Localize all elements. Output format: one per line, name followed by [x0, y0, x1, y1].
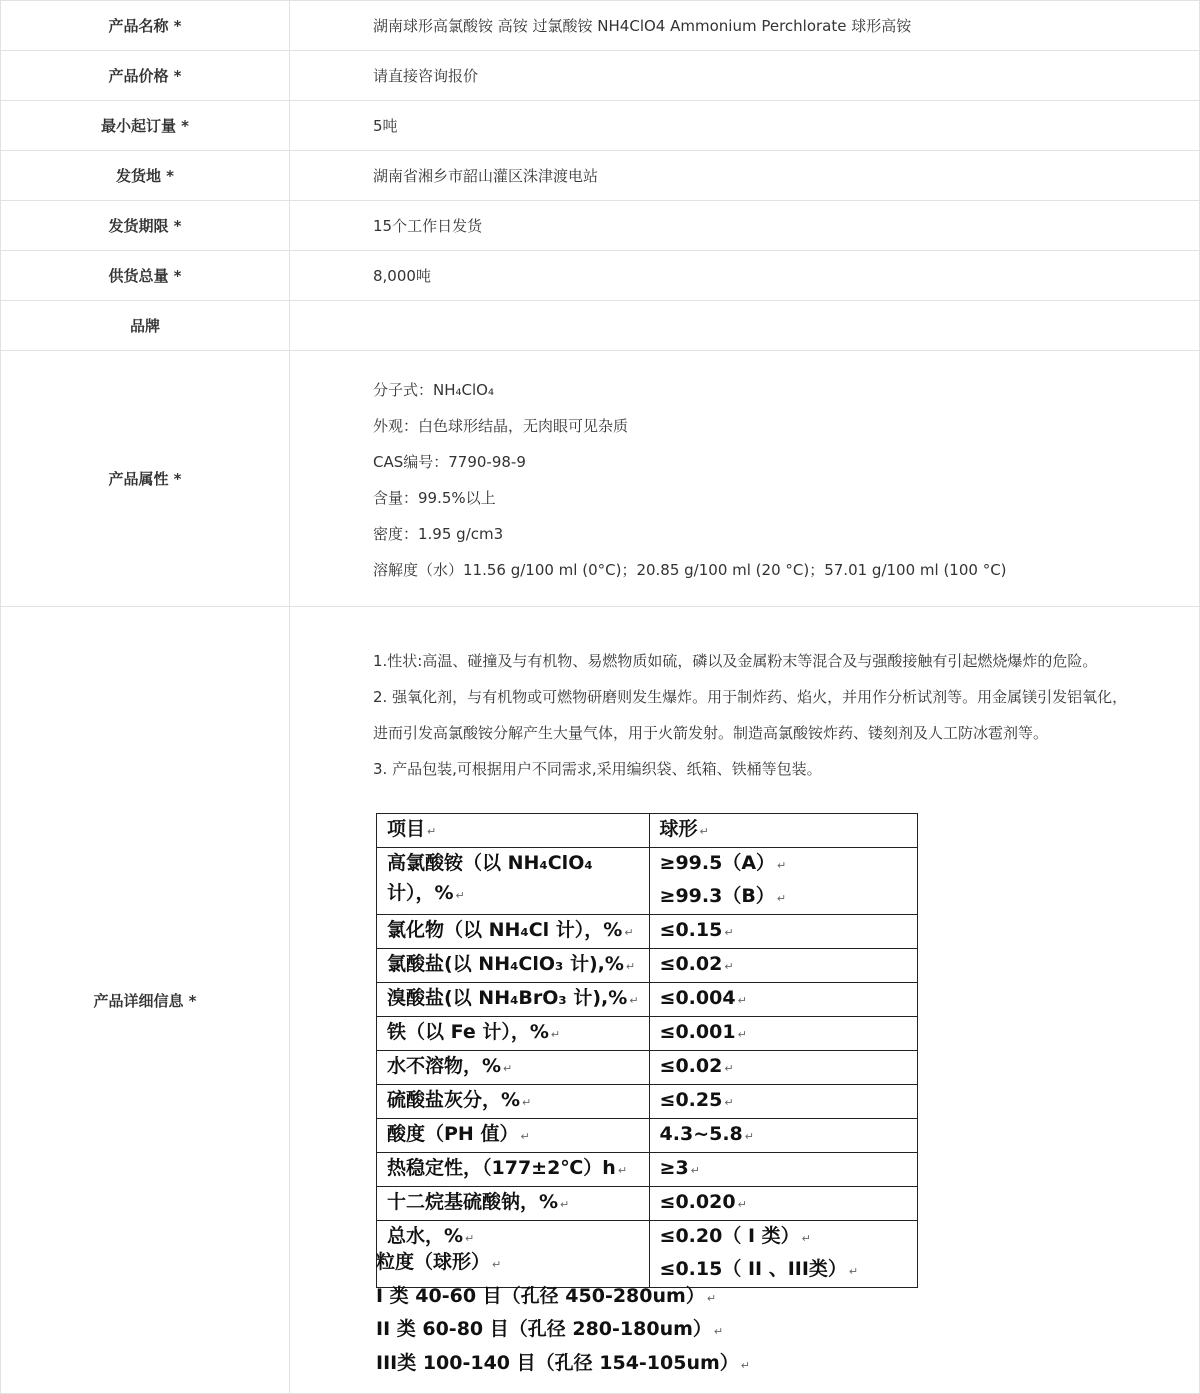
value-product-name: 湖南球形高氯酸铵 高铵 过氯酸铵 NH4ClO4 Ammonium Perchlorate 球形高铵 — [290, 1, 1200, 51]
granularity-class-2: II 类 60-80 目（孔径 280-180um） ↵ — [376, 1318, 724, 1340]
quality-row — [377, 1017, 918, 1051]
details-paragraphs — [373, 643, 1169, 787]
row-ship-from — [1, 151, 1200, 201]
row-brand — [1, 301, 1200, 351]
granularity-list — [376, 1247, 750, 1381]
value-min-order: 5吨 — [290, 101, 1200, 151]
value-delivery-time: 15个工作日发货 — [290, 201, 1200, 251]
quality-value: ≤0.020 ↵ — [649, 1187, 917, 1221]
property-content: 含量：99.5%以上 — [373, 488, 496, 507]
quality-value: ≤0.20（ I 类） ↵ ≤0.15（ II 、III类） ↵ — [649, 1221, 917, 1288]
quality-item: 十二烷基硫酸钠，% ↵ — [377, 1187, 650, 1221]
quality-header-value: 球形 ↵ — [649, 814, 917, 848]
quality-item: 铁（以 Fe 计），% ↵ — [377, 1017, 650, 1051]
quality-item: 酸度（PH 值） ↵ — [377, 1119, 650, 1153]
property-cas: CAS编号：7790-98-9 — [373, 452, 526, 471]
label-delivery-time: 发货期限 * — [1, 201, 290, 251]
detail-line-2: 2. 强氧化剂，与有机物或可燃物研磨则发生爆炸。用于制炸药、焰火，并用作分析试剂等。用金属镁引发铝氧化， — [373, 688, 1128, 706]
row-product-name — [1, 1, 1200, 51]
label-details: 产品详细信息 * — [1, 607, 290, 1394]
row-delivery-time — [1, 201, 1200, 251]
value-supply-total: 8,000吨 — [290, 251, 1200, 301]
quality-value: ≤0.02 ↵ — [649, 1051, 917, 1085]
row-min-order — [1, 101, 1200, 151]
properties-list — [373, 370, 1199, 588]
property-appearance: 外观：白色球形结晶，无肉眼可见杂质 — [373, 416, 629, 435]
quality-row — [377, 1051, 918, 1085]
quality-item: 氯化物（以 NH₄Cl 计），% ↵ — [377, 915, 650, 949]
quality-value: 4.3~5.8 ↵ — [649, 1119, 917, 1153]
row-price — [1, 51, 1200, 101]
granularity-class-3: III类 100-140 目（孔径 154-105um） ↵ — [376, 1351, 751, 1374]
row-supply-total — [1, 251, 1200, 301]
row-details — [1, 607, 1200, 1394]
property-solubility: 溶解度（水）11.56 g/100 ml (0°C)；20.85 g/100 ml (20 °C)；57.01 g/100 ml (100 °C) — [373, 560, 1007, 579]
quality-item: 溴酸盐(以 NH₄BrO₃ 计),% ↵ — [377, 983, 650, 1017]
row-properties — [1, 351, 1200, 607]
value-ship-from: 湖南省湘乡市韶山灌区洙津渡电站 — [290, 151, 1200, 201]
quality-item: 硫酸盐灰分，% ↵ — [377, 1085, 650, 1119]
quality-header-item: 项目 ↵ — [377, 814, 650, 848]
quality-row — [377, 1153, 918, 1187]
quality-row — [377, 1187, 918, 1221]
quality-row — [377, 915, 918, 949]
granularity-class-1: I 类 40-60 目（孔径 450-280um） ↵ — [376, 1284, 717, 1307]
label-product-name: 产品名称 * — [1, 1, 290, 51]
quality-value: ≤0.02 ↵ — [649, 949, 917, 983]
quality-value: ≥99.5（A） ↵ ≥99.3（B） ↵ — [649, 848, 917, 915]
quality-row — [377, 1119, 918, 1153]
quality-item: 总水，% ↵ — [377, 1221, 650, 1288]
value-brand — [290, 301, 1200, 351]
quality-value: ≤0.004 ↵ — [649, 983, 917, 1017]
value-details — [290, 607, 1200, 1394]
property-formula: 分子式：NH₄ClO₄ — [373, 380, 494, 399]
value-properties — [290, 351, 1200, 607]
property-density: 密度：1.95 g/cm3 — [373, 524, 504, 543]
quality-header-row — [377, 814, 918, 848]
detail-line-3: 进而引发高氯酸铵分解产生大量气体，用于火箭发射。制造高氯酸铵炸药、镂刻剂及人工防冰雹剂等。 — [373, 724, 1049, 742]
quality-value: ≤0.15 ↵ — [649, 915, 917, 949]
label-brand: 品牌 — [1, 301, 290, 351]
granularity-title: 粒度（球形） ↵ — [376, 1251, 502, 1273]
quality-value: ≤0.001 ↵ — [649, 1017, 917, 1051]
label-price: 产品价格 * — [1, 51, 290, 101]
detail-line-1: 1.性状:高温、碰撞及与有机物、易燃物质如硫，磷以及金属粉末等混合及与强酸接触有引起燃烧爆炸的危险。 — [373, 652, 1098, 670]
quality-value: ≤0.25 ↵ — [649, 1085, 917, 1119]
quality-spec-table — [376, 813, 918, 1288]
label-supply-total: 供货总量 * — [1, 251, 290, 301]
quality-item: 氯酸盐(以 NH₄ClO₃ 计),% ↵ — [377, 949, 650, 983]
quality-value: ≥3 ↵ — [649, 1153, 917, 1187]
value-price: 请直接咨询报价 — [290, 51, 1200, 101]
label-properties: 产品属性 * — [1, 351, 290, 607]
label-min-order: 最小起订量 * — [1, 101, 290, 151]
detail-line-4: 3. 产品包装,可根据用户不同需求,采用编织袋、纸箱、铁桶等包装。 — [373, 760, 822, 778]
quality-row — [377, 983, 918, 1017]
label-ship-from: 发货地 * — [1, 151, 290, 201]
quality-item: 高氯酸铵（以 NH₄ClO₄ 计），% ↵ — [377, 848, 650, 915]
quality-item: 热稳定性，（177±2℃）h ↵ — [377, 1153, 650, 1187]
quality-item: 水不溶物，% ↵ — [377, 1051, 650, 1085]
quality-row — [377, 848, 918, 915]
quality-row — [377, 949, 918, 983]
quality-row — [377, 1085, 918, 1119]
